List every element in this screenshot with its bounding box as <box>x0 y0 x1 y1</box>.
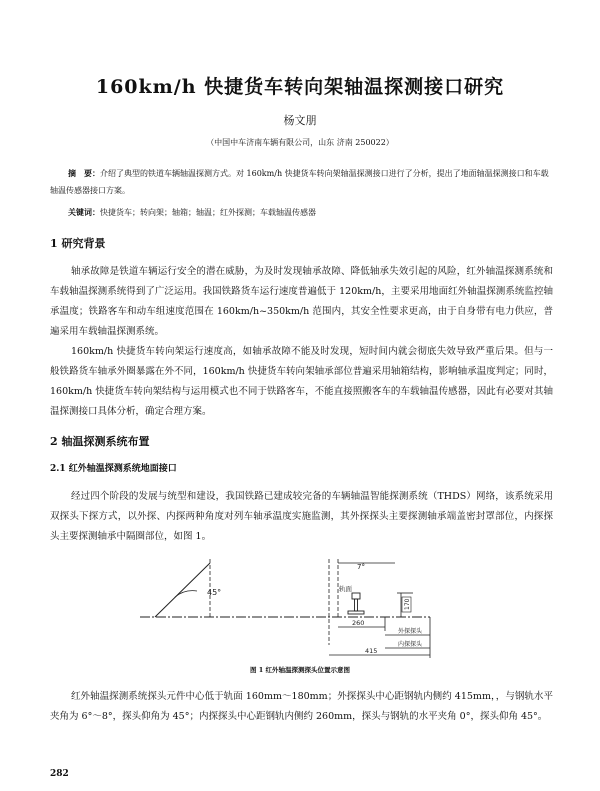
keywords-label: 关键词： <box>68 207 100 217</box>
section-2-paragraph-2: 红外轴温探测系统探头元件中心低于轨面 160mm～180mm；外探探头中心距钢轨内侧约 415mm，，与钢轨水平夹角为 6°～8°，探头仰角为 45°；内探探头中心距钢轨内侧约 260mm，探头与钢轨的水平夹角 0°，探头仰角 45°。 <box>50 691 553 722</box>
figure-dim-415-label: 415 <box>365 647 378 655</box>
section-2-paragraph-1: 经过四个阶段的发展与统型和建设，我国铁路已建成较完备的车辆轴温智能探测系统（THDS）网络，该系统采用双探头下探方式，以外探、内探两种角度对列车轴承温度实施监测，其外探探头主要探测轴承端盖密封罩部位，内探探头主要探测轴承中隔圈部位，如图 1。 <box>50 491 553 542</box>
abstract <box>50 165 553 199</box>
figure-probe-line <box>155 563 210 617</box>
page-number: 282 <box>50 769 69 779</box>
author-name: 杨文朋 <box>283 114 317 127</box>
figure-angle-45-label: 45° <box>207 588 222 597</box>
figure-outer-probe-label: 外探探头 <box>398 628 423 635</box>
figure-rail-label: 轨面 <box>339 585 352 593</box>
keywords-text: 快捷货车；转向架；轴箱；轴温；红外探测；车载轴温传感器 <box>100 208 316 217</box>
figure-rail-foot <box>348 611 364 614</box>
figure-rail-web <box>355 599 358 611</box>
figure-rail-head <box>352 593 360 599</box>
section-2-1-heading: 2.1 红外轴温探测系统地面接口 <box>50 464 177 474</box>
section-1-paragraph-2: 160km/h 快捷货车转向架运行速度高，如轴承故障不能及时发现，短时间内就会彻底失效导致严重后果。但与一般铁路货车轴承外圈暴露在外不同，160km/h 快捷货车转向架轴承部位普遍采用轴箱结构，影响轴承温度判定；同时，160km/h 快捷货车转向架结构与运用模式也不同于铁路客车，不能直接照搬客车的车载轴温传感器，因此有必要对其轴温探测接口具体分析，确定合理方案。 <box>50 346 553 417</box>
author-affiliation: （中国中车济南车辆有限公司，山东 济南 250022） <box>206 138 394 147</box>
keywords <box>50 207 553 218</box>
figure-caption: 图 1 红外轴温探测探头位置示意图 <box>249 666 351 674</box>
figure-inner-probe-label: 内探探头 <box>398 641 423 648</box>
figure-dim-260-label: 260 <box>352 619 365 627</box>
abstract-text: 介绍了典型的铁道车辆轴温探测方式。对 160km/h 快捷货车转向架轴温探测接口进行了分析，提出了地面轴温探测接口和车载轴温传感器接口方案。 <box>50 169 549 195</box>
probe-position-figure <box>95 555 515 660</box>
figure-dim-170-label: 170 <box>404 598 411 610</box>
figure-angle-7-label: 7° <box>357 563 365 571</box>
section-1-paragraph-1: 轴承故障是铁道车辆运行安全的潜在威胁，为及时发现轴承故障、降低轴承失效引起的风险，红外轴温探测系统和车载轴温探测系统得到了广泛运用。我国铁路货车运行速度普遍低于 120km/h，主要采用地面红外轴温探测系统监控轴承温度；铁路客车和动车组速度范围在 160km/h~350km/h 范围内，其安全性要求更高，由于自身带有电力供应，普遍采用车载轴温探测系统。 <box>50 266 553 337</box>
section-1-heading: 1 研究背景 <box>50 237 106 250</box>
paper-title: 160km/h 快捷货车转向架轴温探测接口研究 <box>95 76 505 98</box>
abstract-label: 摘 要： <box>68 168 100 178</box>
section-2-heading: 2 轴温探测系统布置 <box>50 435 150 448</box>
